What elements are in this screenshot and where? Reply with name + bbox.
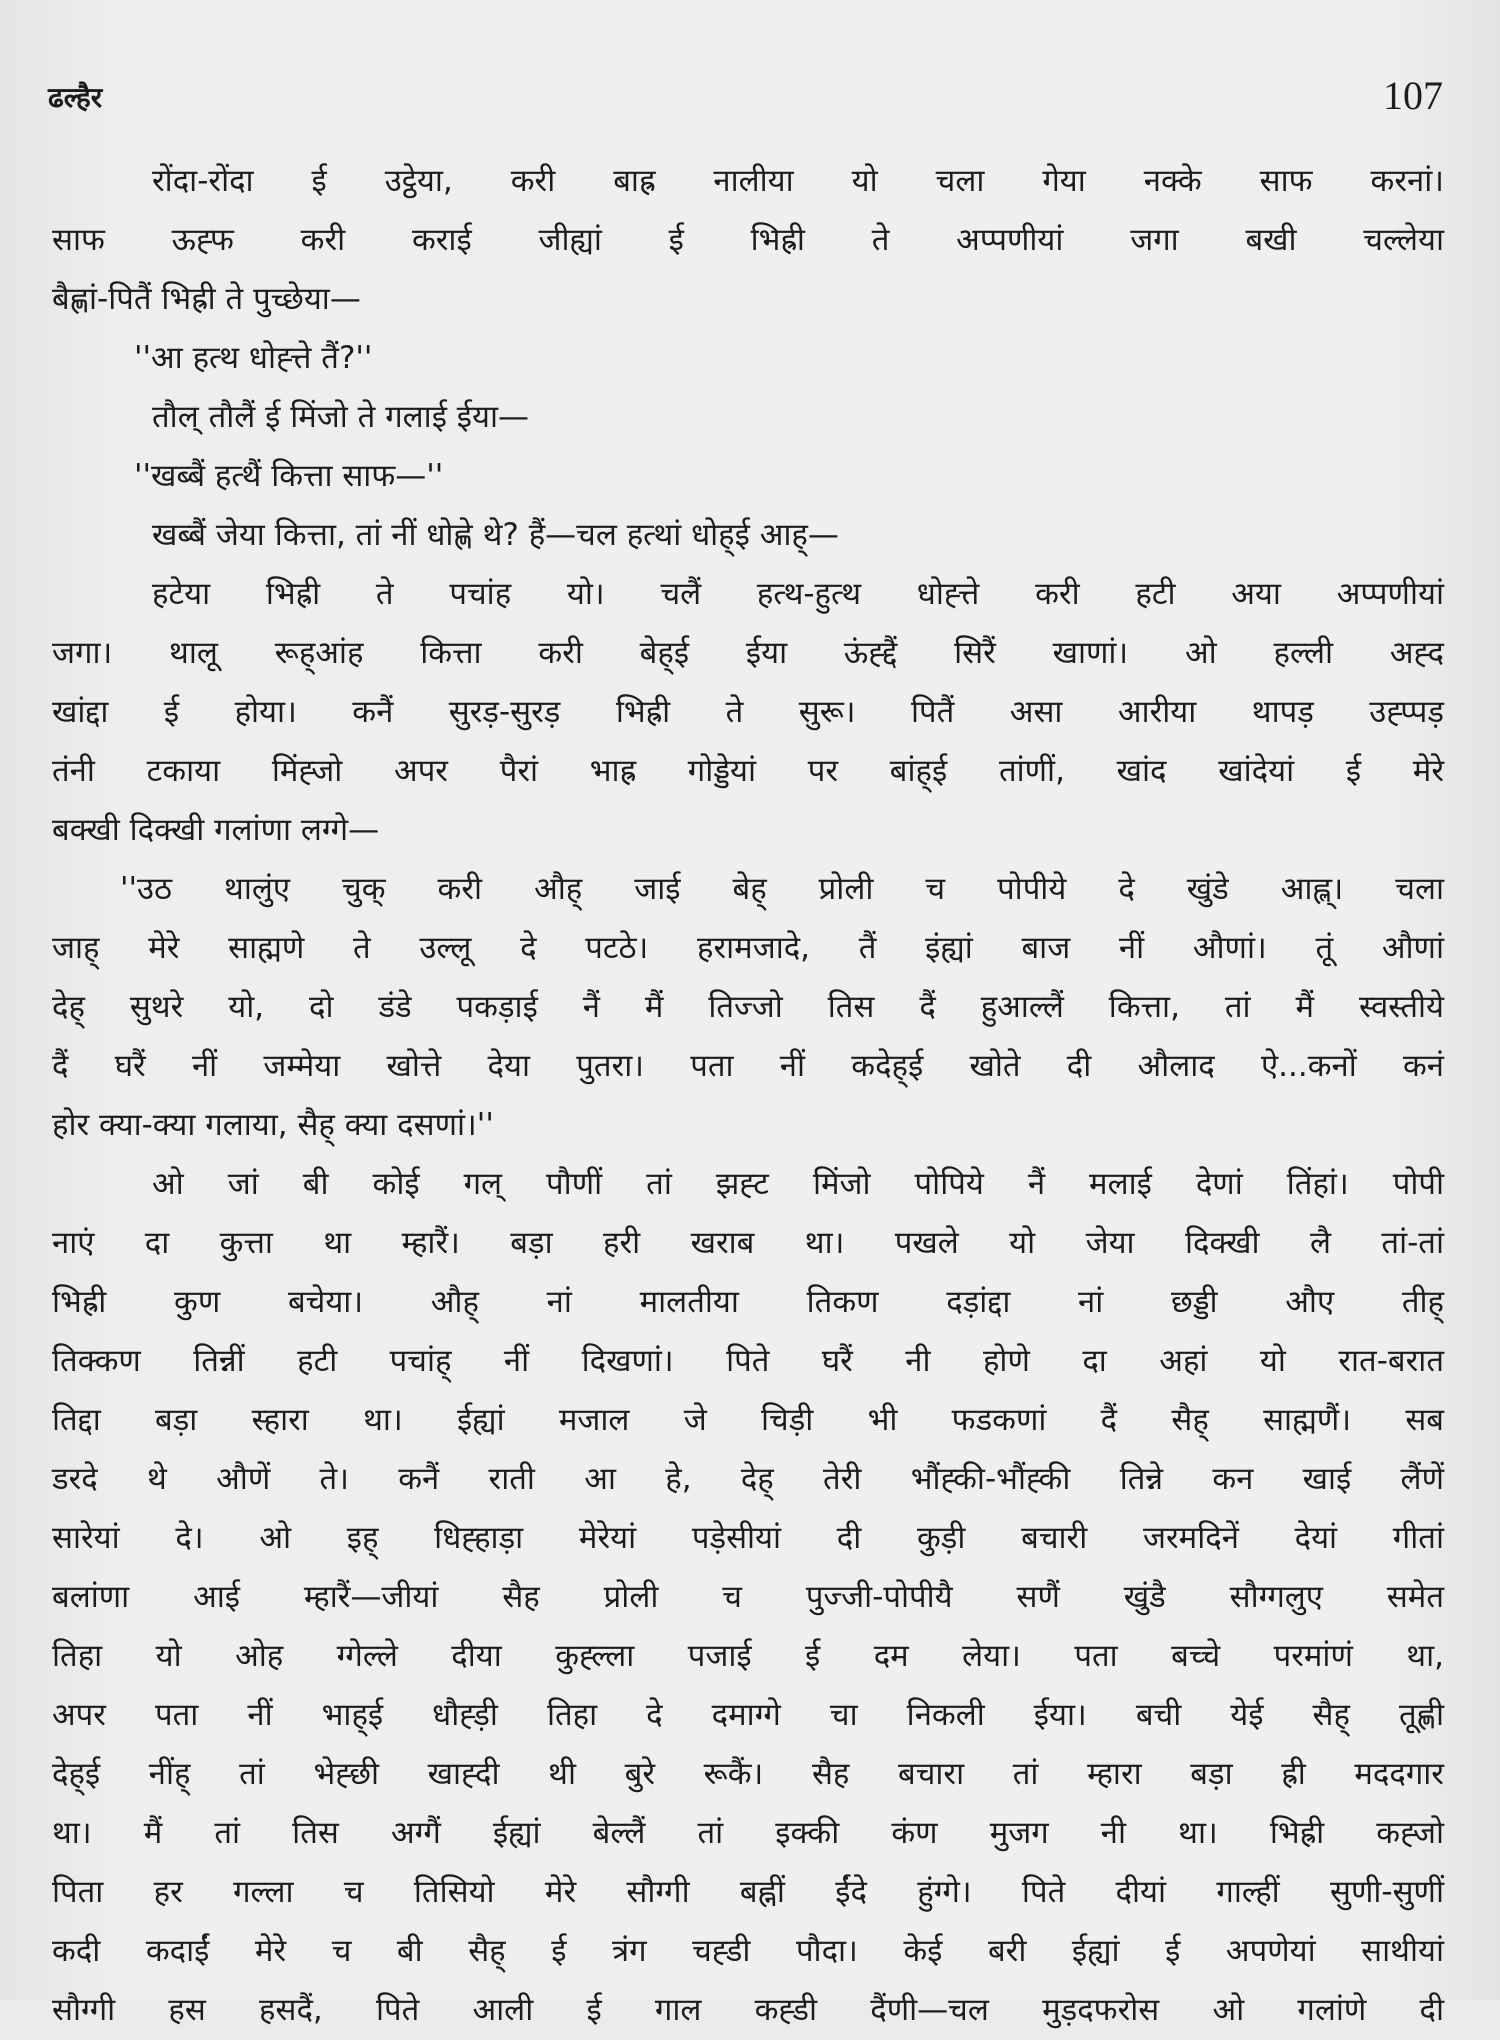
text-line: तिहा यो ओह ग्गेल्ले दीया कुह्ल्ला पजाई ई दम लेया। पता बच्चे परमांणं था, (52, 1638, 1444, 1674)
text-line: रोंदा-रोंदा ई उट्ठेया, करी बाह्र नालीया यो चला गेया नक्के साफ करनां। (152, 163, 1444, 199)
page-header (48, 72, 1443, 122)
text-line: तौल् तौलैं ई मिंजो ते गलाई ईया— (152, 399, 529, 435)
text-line: भिह्री कुण बचेया। औह् नां मालतीया तिकण दड़ांद्दा नां छड्डी औए तीह् (52, 1284, 1444, 1320)
text-line: ''उठ थालुंए चुक् करी औह् जाई बेह् प्रोली च पोपीये दे खुंडे आह्ल्। चला (120, 871, 1444, 907)
page-number: 107 (1383, 73, 1443, 118)
text-line: देह्ई नींह् तां भेह्छी खाह्दी थी बुरे रूकैं। सैह बचारा तां म्हारा बड़ा ह्री मददगार (52, 1756, 1444, 1792)
text-line: डरदे थे औणें ते। कनैं राती आ हे, देह् तेरी भौंह्की-भौंह्की तिन्ने कन खाई लैंणें (52, 1461, 1444, 1497)
text-line: सौग्गी हस हसदैं, पिते आली ई गाल कह्डी दैंणी—चल मुड़दफरोस ओ गलांणे दी (52, 1992, 1444, 2028)
text-line: ''आ हत्थ धोह्त्ते तैं?'' (134, 340, 373, 376)
text-line: नाएं दा कुत्ता था म्हारैं। बड़ा हरी खराब था। पखले यो जेया दिक्खी लै तां-तां (52, 1225, 1444, 1261)
text-line: तंनी टकाया मिंह्जो अपर पैरां भाह्र गोड्डेयां पर बांह्ई तांणीं, खांद खांदेयां ई मेरे (52, 753, 1444, 789)
text-line: दैं घरैं नीं जम्मेया खोत्ते देया पुतरा। पता नीं कदेह्ई खोते दी औलाद ऐ...कनों कनं (52, 1048, 1444, 1084)
body-text (52, 152, 1444, 2040)
text-line: जगा। थालू रूह्आंह कित्ता करी बेह्ई ईया ऊंह्द्दैं सिरैं खाणां। ओ हल्ली अह्द (52, 635, 1444, 671)
text-line: ओ जां बी कोई गल् पौणीं तां झह्ट मिंजो पोपिये नैं मलाई देणां तिंहां। पोपी (152, 1166, 1444, 1202)
text-line: साफ ऊह्फ करी कराई जीह्यां ई भिह्री ते अप्पणीयां जगा बखी चल्लेया (52, 222, 1444, 258)
text-line: बक्खी दिक्खी गलांणा लग्गे— (52, 812, 380, 848)
text-line: खब्बैं जेया कित्ता, तां नीं धोह्णे थे? हैं—चल हत्थां धोह्ई आह्— (152, 517, 839, 553)
text-line: अपर पता नीं भाह्ई धौह्ड़ी तिहा दे दमाग्गे चा निकली ईया। बची येई सैह् तूह्णी (52, 1697, 1444, 1733)
text-line: जाह् मेरे साह्मणे ते उल्लू दे पटठे। हरामजादे, तैं इंह्यां बाज नीं औणां। तूं औणां (52, 930, 1444, 966)
text-line: बैह्णां-पितैं भिह्री ते पुच्छेया— (52, 281, 361, 317)
text-line: पिता हर गल्ला च तिसियो मेरे सौग्गी बह्नीं ईंदे हुंग्गे। पिते दीयां गाल्हीं सुणी-सुणीं (52, 1874, 1444, 1910)
text-line: तिद्दा बड़ा स्हारा था। ईह्यां मजाल जे चिड़ी भी फडकणां दैं सैह् साह्मणैं। सब (52, 1402, 1444, 1438)
text-line: तिक्कण तिन्नीं हटी पचांह् नीं दिखणां। पिते घरैं नी होणे दा अहां यो रात-बरात (52, 1343, 1444, 1379)
text-line: था। मैं तां तिस अग्गैं ईह्यां बेल्लैं तां इक्की कंण मुजग नी था। भिह्री कह्जो (52, 1815, 1444, 1851)
text-line: बलांणा आई म्हारैं—जीयां सैह प्रोली च पुज्जी-पोपीयै सणैं खुंडै सौग्गलुए समेत (52, 1579, 1444, 1615)
text-line: सारेयां दे। ओ इह् धिह्हाड़ा मेरेयां पड़ेसीयां दी कुड़ी बचारी जरमदिनें देयां गीतां (52, 1520, 1444, 1556)
text-line: कदी कदाईं मेरे च बी सैह् ई त्रंग चह्डी पौदा। केई बरी ईह्यां ई अपणेयां साथीयां (52, 1933, 1444, 1969)
running-head: ढल्हैर (48, 81, 103, 114)
text-line: खांद्दा ई होया। कनैं सुरड़-सुरड़ भिह्री ते सुरू। पितैं असा आरीया थापड़ उह्प्पड़ (52, 694, 1444, 730)
text-line: हटेया भिह्री ते पचांह यो। चलैं हत्थ-हुत्थ धोह्त्ते करी हटी अया अप्पणीयां (152, 576, 1444, 612)
text-line: होर क्या-क्या गलाया, सैह् क्या दसणां।'' (52, 1107, 494, 1143)
text-line: देह् सुथरे यो, दो डंडे पकड़ाई नैं मैं तिज्जो तिस दैं हुआल्लैं कित्ता, तां मैं स्वस्तीये (52, 989, 1444, 1025)
text-line: ''खब्बैं हत्थैं कित्ता साफ—'' (134, 458, 444, 494)
